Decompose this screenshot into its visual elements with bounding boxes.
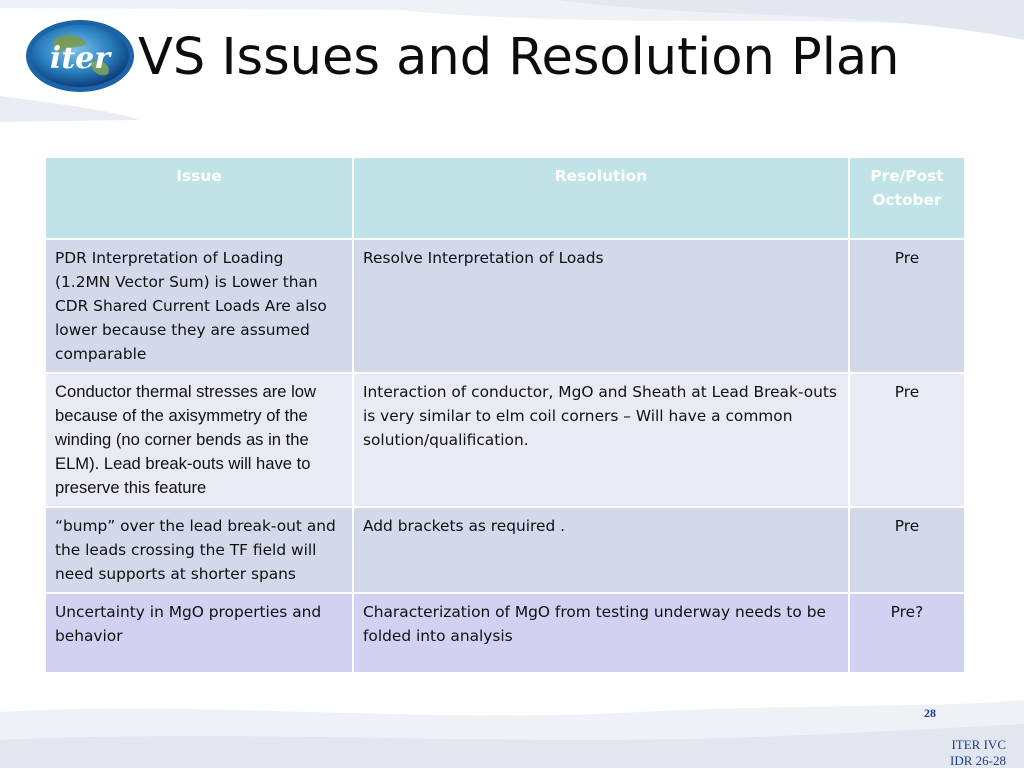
page-title: VS Issues and Resolution Plan <box>138 28 900 87</box>
timing-cell: Pre <box>849 507 965 593</box>
table-row <box>45 373 965 507</box>
footer-line-1: ITER IVC <box>951 737 1006 752</box>
resolution-cell: Resolve Interpretation of Loads <box>353 239 849 373</box>
column-header-issue: Issue <box>45 157 353 239</box>
iter-logo <box>24 18 136 94</box>
table-header-row <box>45 157 965 239</box>
table-row <box>45 593 965 673</box>
issue-cell: Conductor thermal stresses are low because of the axisymmetry of the winding (no corner bends as in the ELM). Lead break-outs will have to preserve this feature <box>45 373 353 507</box>
timing-cell: Pre <box>849 373 965 507</box>
issues-table <box>44 156 966 674</box>
timing-cell: Pre <box>849 239 965 373</box>
issue-cell: PDR Interpretation of Loading (1.2MN Vector Sum) is Lower than CDR Shared Current Loads Are also lower because they are assumed comparable <box>45 239 353 373</box>
logo-text: iter <box>49 41 111 76</box>
issue-cell: Uncertainty in MgO properties and behavior <box>45 593 353 673</box>
timing-cell: Pre? <box>849 593 965 673</box>
footer-label <box>950 737 1006 769</box>
table-row <box>45 507 965 593</box>
resolution-cell: Add brackets as required . <box>353 507 849 593</box>
issue-cell: “bump” over the lead break-out and the leads crossing the TF field will need supports at shorter spans <box>45 507 353 593</box>
resolution-cell: Characterization of MgO from testing underway needs to be folded into analysis <box>353 593 849 673</box>
footer-line-2: IDR 26-28 <box>950 753 1006 768</box>
column-header-pre-post-october: Pre/Post October <box>849 157 965 239</box>
resolution-cell: Interaction of conductor, MgO and Sheath at Lead Break-outs is very similar to elm coil corners – Will have a common solution/qualification. <box>353 373 849 507</box>
table-row <box>45 239 965 373</box>
column-header-resolution: Resolution <box>353 157 849 239</box>
page-number: 28 <box>924 706 936 720</box>
issues-table-container <box>44 156 966 652</box>
